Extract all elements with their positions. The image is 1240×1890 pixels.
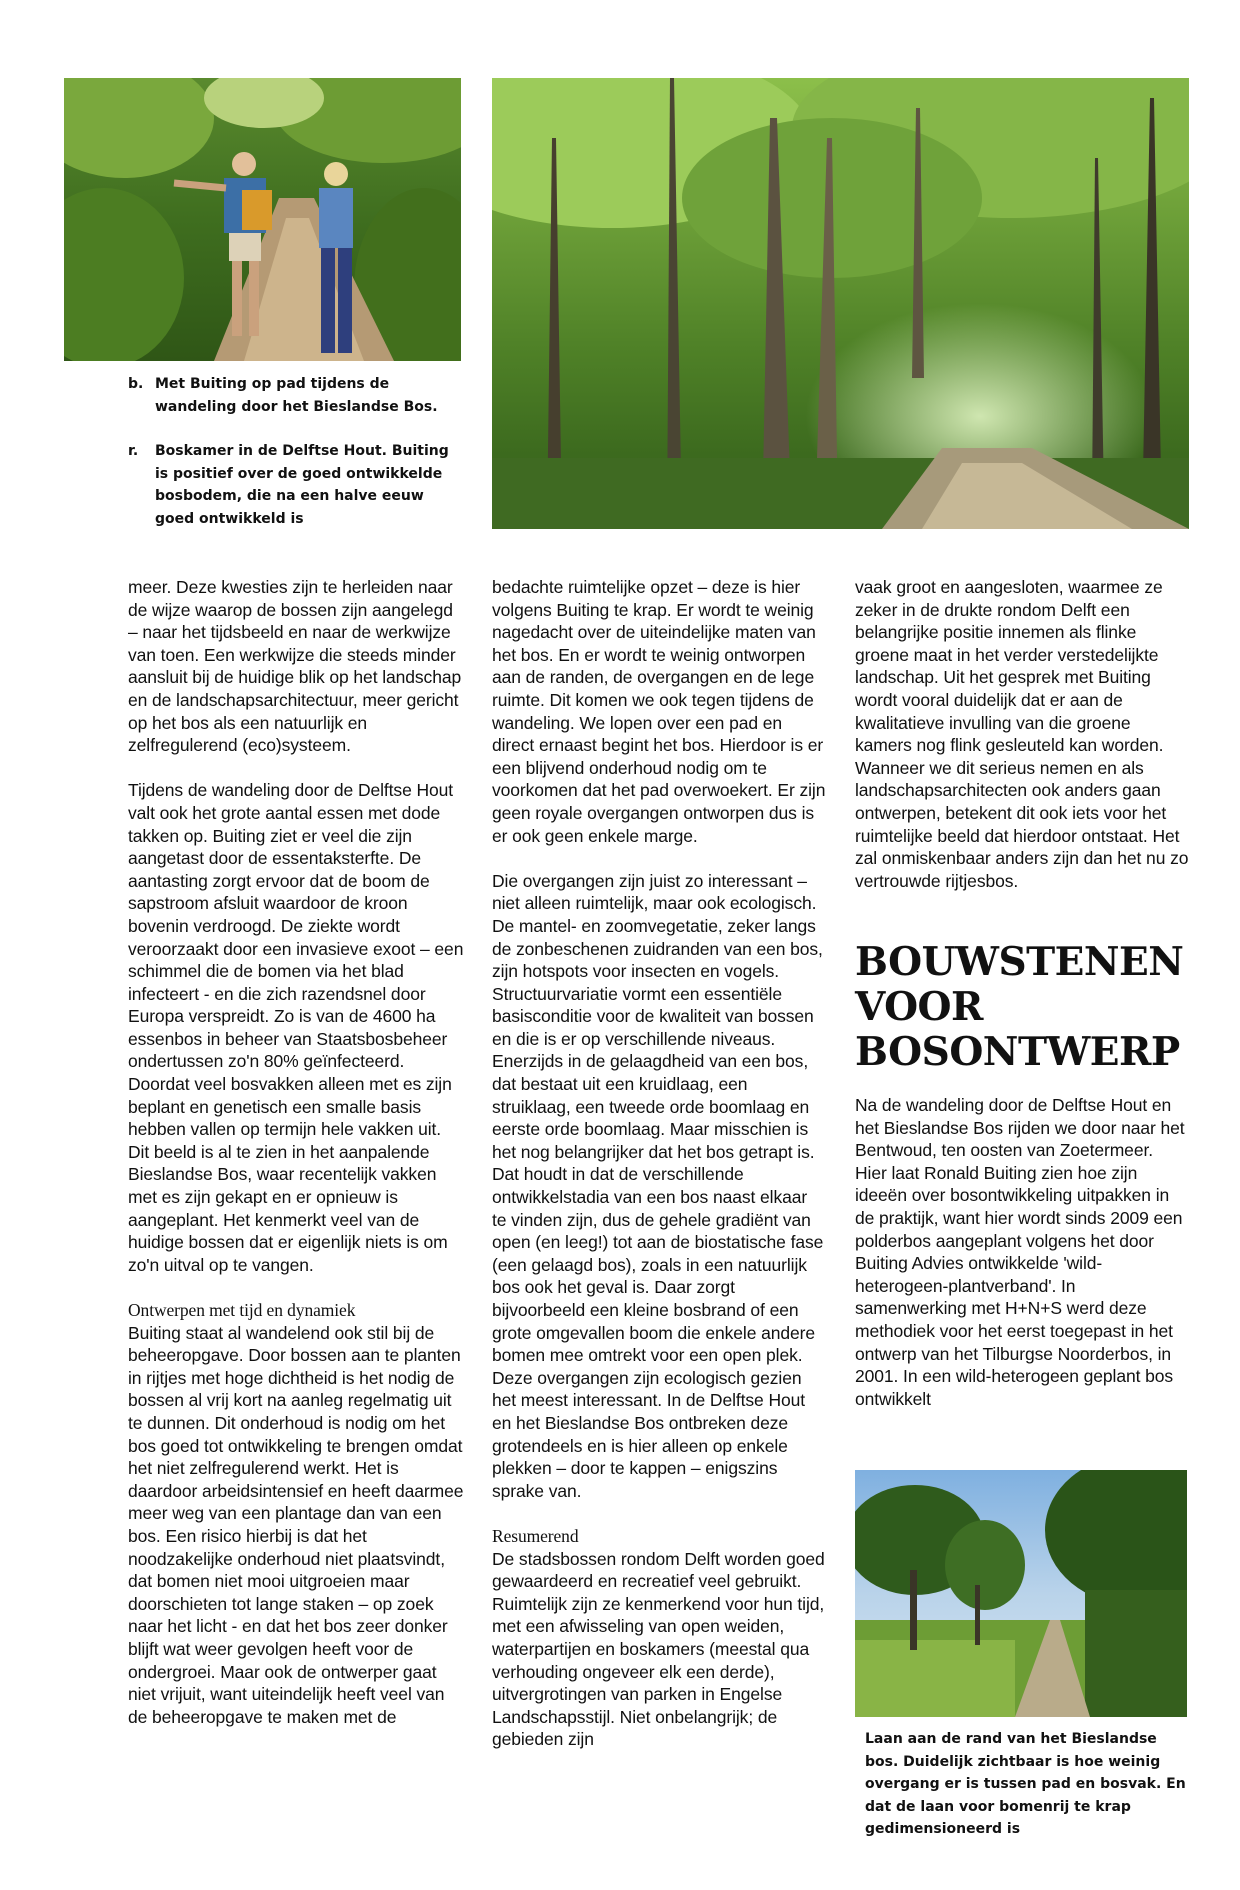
heading-line-1: BOUWSTENEN [855, 939, 1184, 985]
col2-paragraph-1: bedachte ruimtelijke opzet – deze is hier volgens Buiting te krap. Er wordt te weinig nagedacht over de uiteindelijke maten van het bos. En er wordt te weinig ontworpen aan de randen, de overgangen en de lege ruimte. Dit komen we ook tegen tijdens de wandeling. We lopen over een pad en direct ernaast begint het bos. Hierdoor is er een blijvend onderhoud nodig om te voorkomen dat het pad overwoekert. Er zijn geen royale overgangen ontworpen dus is er ook geen enkele marge. [492, 577, 826, 846]
col1-paragraph-3: Buiting staat al wandelend ook stil bij de beheeropgave. Door bossen aan te planten in rijtjes met hoge dichtheid is het nodig de bossen al vrij kort na aanleg regelmatig uit te dunnen. Dit onderhoud is nodig om het bos goed tot ontwikkeling te brengen omdat het niet zelfregulerend werkt. Het is daardoor arbeidsintensief en heeft daarmee meer weg van een plantage dan van een bos. Een risico hierbij is dat het noodzakelijke onderhoud niet plaatsvindt, dat bomen niet mooi uitgroeien maar doorschieten tot lange staken – op zoek naar het licht - en dat het bos zeer donker blijft wat weer gevolgen heeft voor de ondergroei. Maar ook de ontwerper gaat niet vrijuit, want uiteindelijk heeft veel van de beheeropgave te maken met de [128, 1322, 464, 1727]
column-3-continued [855, 1094, 1189, 1410]
caption-r-text: Boskamer in de Delftse Hout. Buiting is positief over de goed ontwikkelde bosbodem, die na een halve eeuw goed ontwikkeld is [155, 443, 449, 527]
column-3 [855, 576, 1189, 892]
section-heading-bouwstenen [855, 940, 1189, 1075]
photo-boskamer-delftse-hout [492, 78, 1189, 529]
caption-b-text: Met Buiting op pad tijdens de wandeling door het Bieslandse Bos. [155, 376, 438, 415]
caption-laan [865, 1728, 1187, 1841]
col1-subheading: Ontwerpen met tijd en dynamiek [128, 1300, 356, 1320]
col2-subheading: Resumerend [492, 1525, 579, 1546]
column-1 [128, 576, 466, 1728]
col2-paragraph-3: De stadsbossen rondom Delft worden goed gewaardeerd en recreatief veel gebruikt. Ruimtelijk zijn ze kenmerkend voor hun tijd, met een afwisseling van open weiden, waterpartijen en boskamers (meestal qua verhouding ongeveer elk een derde), uitvergrotingen van parken in Engelse Landschapsstijl. Niet onbelangrijk; de gebieden zijn [492, 1548, 825, 1750]
caption-b [128, 373, 463, 418]
heading-line-3: BOSONTWERP [855, 1029, 1180, 1075]
col1-paragraph-1: meer. Deze kwesties zijn te herleiden naar de wijze waarop de bossen zijn aangelegd – naar het tijdsbeeld en naar de werkwijze van toen. Een werkwijze die steeds minder aansluit bij de huidige blik op het landschap en de landschapsarchitectuur, meer gericht op het bos als een natuurlijk en zelfregulerend (eco)systeem. [128, 577, 462, 756]
col2-paragraph-2: Die overgangen zijn juist zo interessant – niet alleen ruimtelijk, maar ook ecologisch. De mantel- en zoomvegetatie, zeker langs de zonbeschenen zuidranden van een bos, zijn hotspots voor insecten en vogels. Structuurvariatie vormt een essentiële basisconditie voor de kwaliteit van bossen en die is er op verschillende niveaus. Enerzijds in de gelaagdheid van een bos, dat bestaat uit een kruidlaag, een struiklaag, een tweede orde boomlaag en eerste orde boomlaag. Maar misschien is het nog belangrijker dat het bos getrapt is. Dat houdt in dat de verschillende ontwikkelstadia van een bos naast elkaar te vinden zijn, dus de gehele gradiënt van open (en leeg!) tot aan de biostatische fase (een gelaagd bos), zoals in een natuurlijk bos ook het geval is. Daar zorgt bijvoorbeeld een kleine bosbrand of een grote omgevallen boom die enkele andere bomen mee omtrekt voor een open plek. Deze overgangen zijn ecologisch gezien het meest interessant. In de Delftse Hout en het Bieslandse Bos ontbreken deze grotendeels en is hier alleen op enkele plekken – door te kappen – enigszins sprake van. [492, 870, 824, 1501]
caption-b-letter: b. [128, 376, 144, 392]
photo-laan-bieslandse-bos [855, 1470, 1187, 1717]
col1-paragraph-2: Tijdens de wandeling door de Delftse Hout valt ook het grote aantal essen met dode takken op. Buiting ziet er veel die zijn aangetast door de essentaksterfte. De aantasting zorgt ervoor dat de boom de sapstroom afsluit waardoor de kroon bovenin verdroogd. De ziekte wordt veroorzaakt door een invasieve exoot – een schimmel die de bomen via het blad infecteert - en die zich razendsnel door Europa verspreidt. Zo is van de 4600 ha essenbos in beheer van Staatsbosbeheer ondertussen zo'n 80% geïnfecteerd. Doordat veel bosvakken alleen met es zijn beplant en genetisch een smalle basis hebben vallen op termijn hele vakken uit. Dit beeld is al te zien in het aanpalende Bieslandse Bos, waar recentelijk vakken met es zijn gekapt en er opnieuw is aangeplant. Het kenmerkt veel van de huidige bossen dat er eigenlijk niets is om zo'n uitval op te vangen. [128, 780, 464, 1275]
caption-r-letter: r. [128, 443, 139, 459]
caption-laan-text: Laan aan de rand van het Bieslandse bos. Duidelijk zichtbaar is hoe weinig overgang er is tussen pad en bosvak. En dat de laan voor bomenrij te krap gedimensioneerd is [865, 1731, 1186, 1837]
heading-line-2: VOOR [855, 984, 983, 1030]
col3-paragraph-2: Na de wandeling door de Delftse Hout en het Bieslandse Bos rijden we door naar het Bentwoud, ten oosten van Zoetermeer. Hier laat Ronald Buiting zien hoe zijn ideeën over bosontwikkeling uitpakken in de praktijk, want hier wordt sinds 2009 een polderbos aangeplant volgens het door Buiting Advies ontwikkelde 'wild-heterogeen-plantverband'. In samenwerking met H+N+S werd deze methodiek voor het eerst toegepast in het ontwerp van het Tilburgse Noorderbos, in 2001. In een wild-heterogeen geplant bos ontwikkelt [855, 1095, 1185, 1409]
column-2 [492, 576, 826, 1751]
col3-paragraph-1: vaak groot en aangesloten, waarmee ze zeker in de drukte rondom Delft een belangrijke positie innemen als flinke groene maat in het verder verstedelijkte landschap. Uit het gesprek met Buiting wordt vooral duidelijk dat er aan de kwalitatieve invulling van die groene kamers nog flink gesleuteld kan worden. Wanneer we dit serieus nemen en als landschapsarchitecten ook anders gaan ontwerpen, betekent dit ook iets voor het ruimtelijke beeld dat hierdoor ontstaat. Het zal onmiskenbaar anders zijn dan het nu zo vertrouwde rijtjesbos. [855, 577, 1189, 891]
caption-r [128, 440, 463, 530]
photo-walkers-bieslandse-bos [64, 78, 461, 361]
